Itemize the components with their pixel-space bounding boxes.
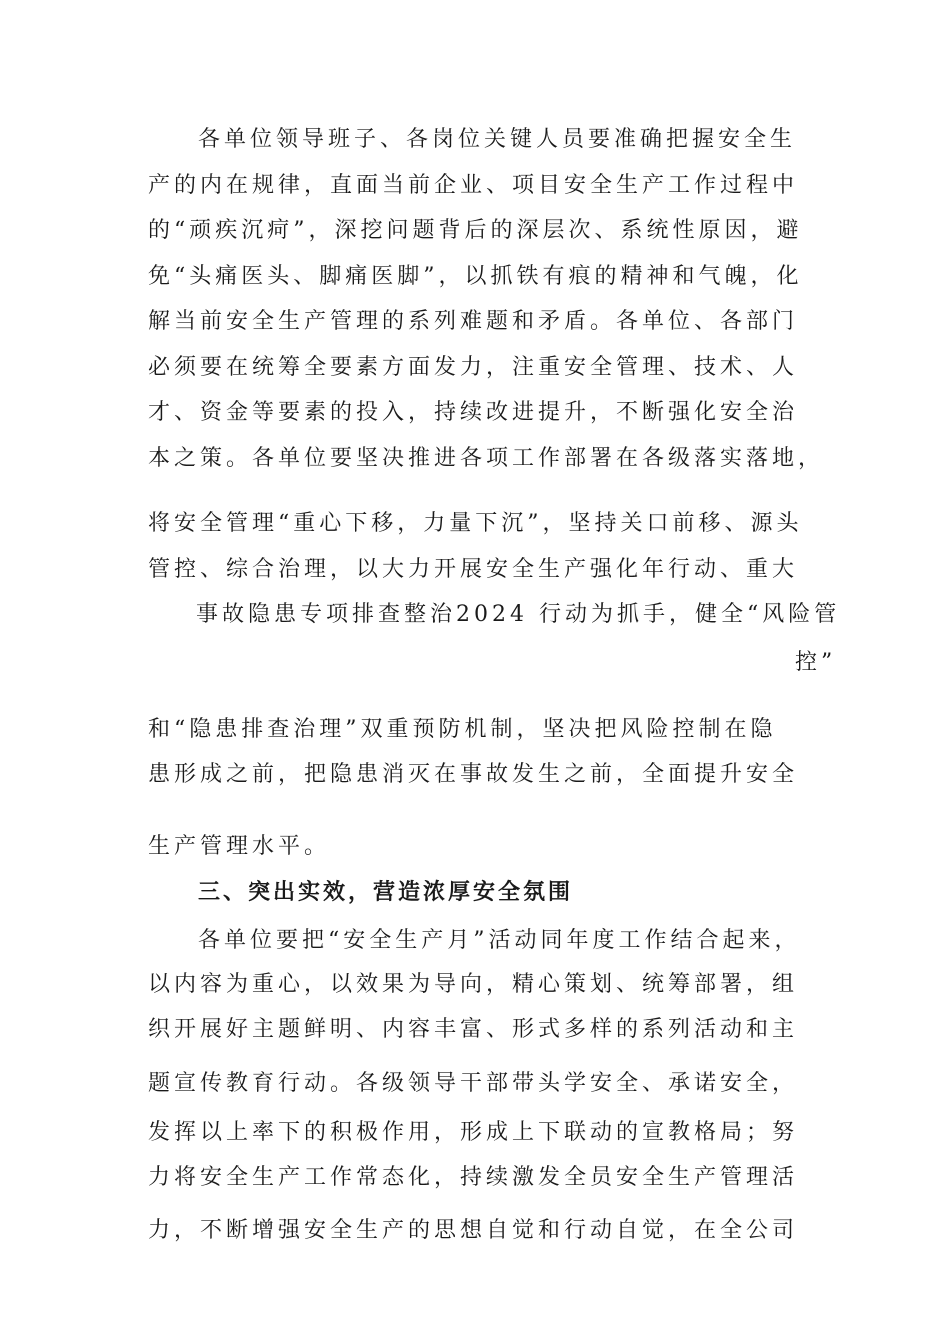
paragraph-line: 和“隐患排查治理”双重预防机制，坚决把风险控制在隐	[148, 717, 777, 742]
paragraph-line: 题宣传教育行动。各级领导干部带头学安全、承诺安全，	[148, 1071, 799, 1096]
paragraph-line: 各单位领导班子、各岗位关键人员要准确把握安全生	[198, 127, 797, 152]
paragraph-line: 以内容为重心，以效果为导向，精心策划、统筹部署，组	[148, 972, 799, 997]
paragraph-line: 力将安全生产工作常态化，持续激发全员安全生产管理活	[148, 1165, 799, 1190]
paragraph-line: 必须要在统筹全要素方面发力，注重安全管理、技术、人	[148, 355, 799, 380]
paragraph-line: 事故隐患专项排查整治2024 行动为抓手，健全“风险管	[196, 602, 841, 627]
paragraph-line: 才、资金等要素的投入，持续改进提升，不断强化安全治	[148, 400, 799, 425]
paragraph-line: 将安全管理“重心下移，力量下沉”，坚持关口前移、源头	[148, 511, 803, 536]
paragraph-line: 免“头痛医头、脚痛医脚”，以抓铁有痕的精神和气魄，化	[148, 264, 803, 289]
paragraph-line: 力，不断增强安全生产的思想自觉和行动自觉，在全公司	[148, 1218, 799, 1243]
section-heading: 三、突出实效，营造浓厚安全氛围	[198, 879, 574, 905]
paragraph-line: 本之策。各单位要坚决推进各项工作部署在各级落实落地，	[148, 446, 825, 471]
paragraph-line: 控”	[795, 650, 837, 675]
paragraph-line: 患形成之前，把隐患消灭在事故发生之前，全面提升安全	[148, 762, 799, 787]
paragraph-line: 生产管理水平。	[148, 834, 331, 859]
paragraph-line: 发挥以上率下的积极作用，形成上下联动的宣教格局；努	[148, 1120, 799, 1145]
paragraph-line: 产的内在规律，直面当前企业、项目安全生产工作过程中	[148, 173, 799, 198]
paragraph-line: 各单位要把“安全生产月”活动同年度工作结合起来，	[198, 928, 801, 953]
paragraph-line: 解当前安全生产管理的系列难题和矛盾。各单位、各部门	[148, 309, 799, 334]
paragraph-line: 管控、综合治理，以大力开展安全生产强化年行动、重大	[148, 557, 799, 582]
paragraph-line: 织开展好主题鲜明、内容丰富、形式多样的系列活动和主	[148, 1017, 799, 1042]
paragraph-line: 的“顽疾沉疴”，深挖问题背后的深层次、系统性原因，避	[148, 218, 803, 243]
